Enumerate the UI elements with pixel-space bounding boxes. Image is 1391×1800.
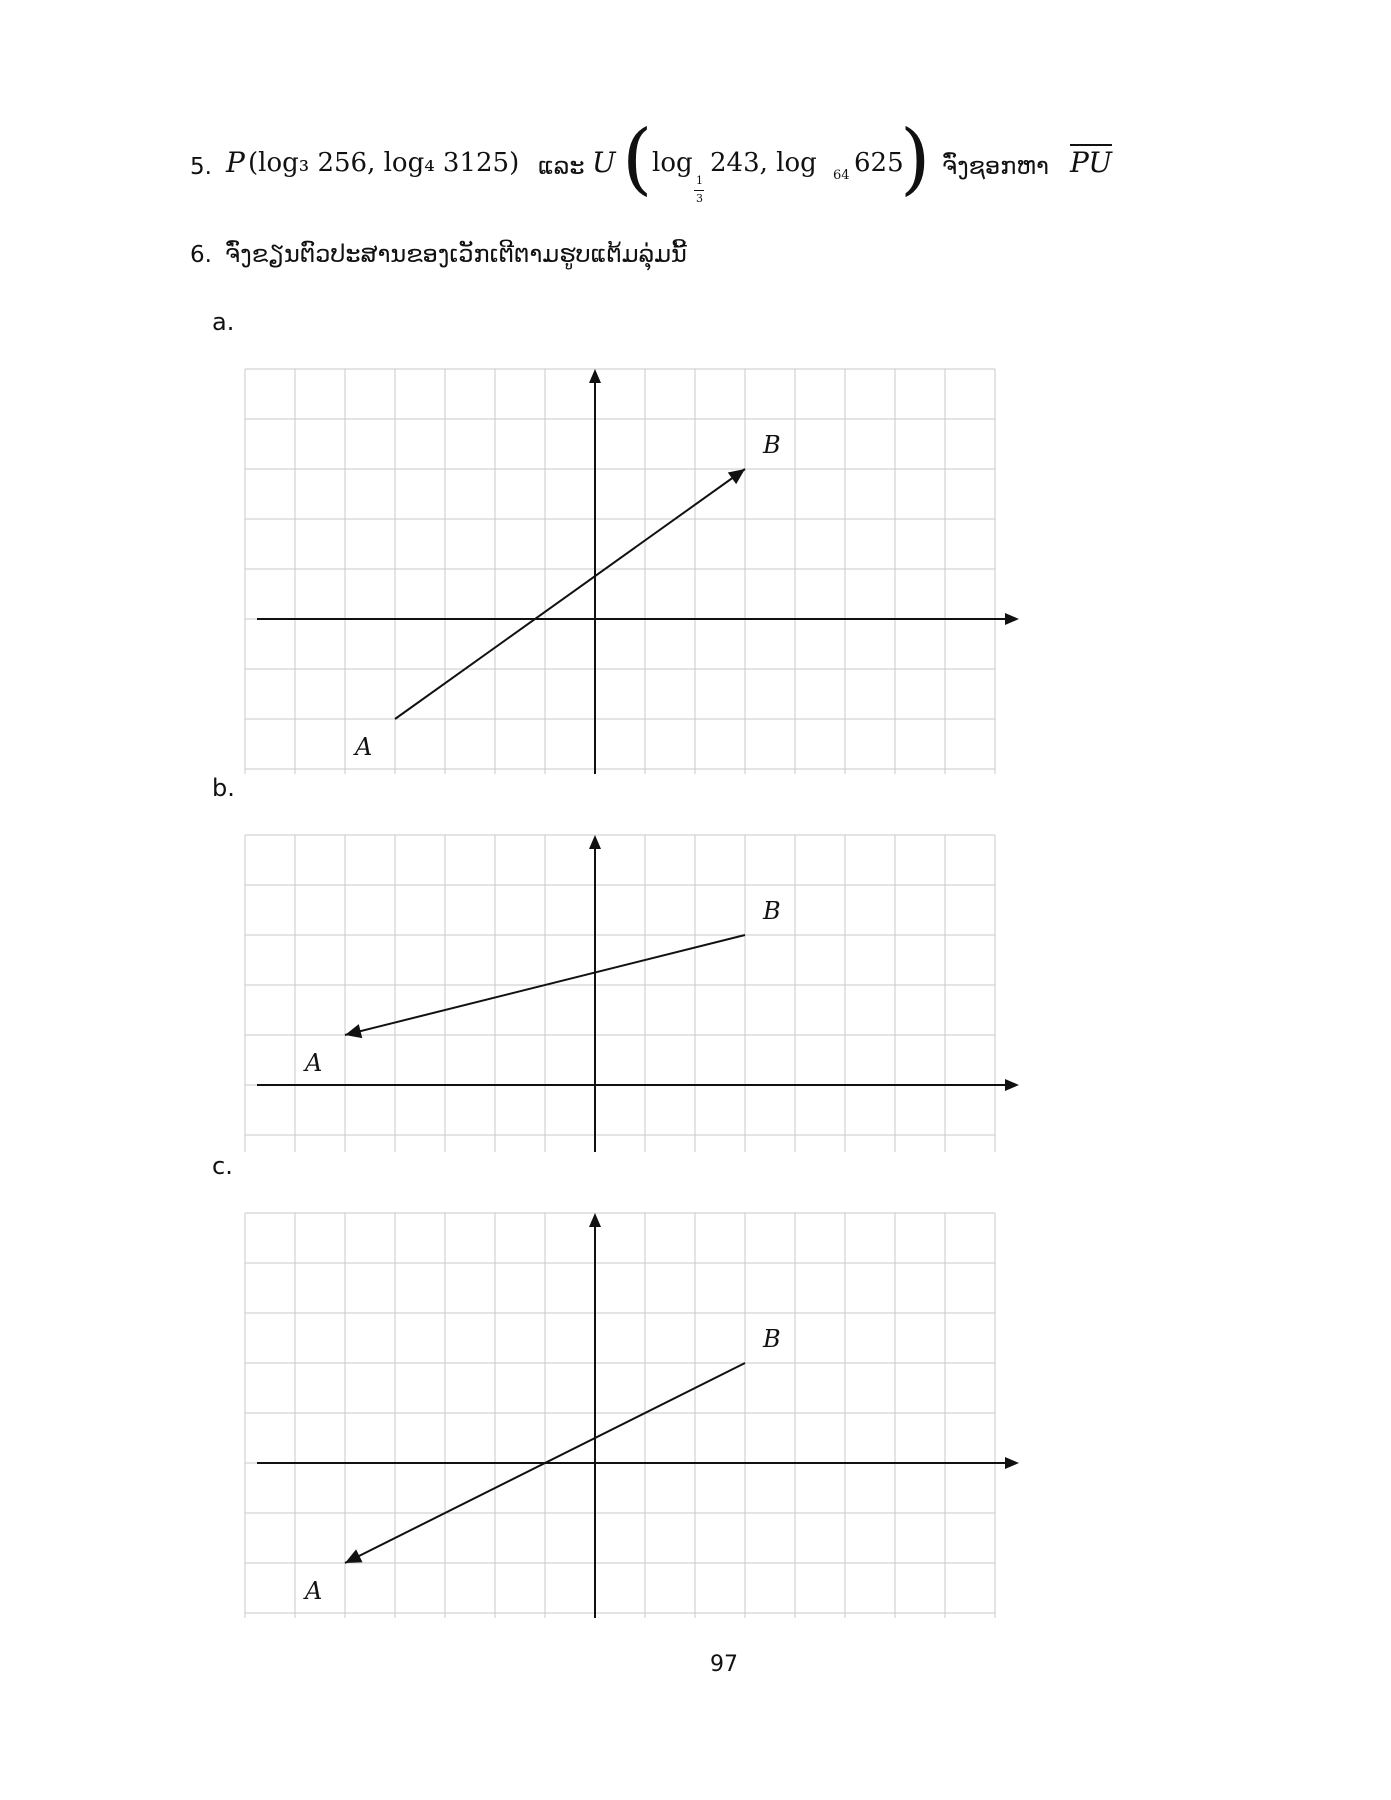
right-big-paren: ) xyxy=(900,114,931,204)
u-last-arg: 625 xyxy=(854,148,904,178)
figure-a-x-axis-arrow xyxy=(1005,613,1019,625)
find-instruction: ຈົ່ງຊອກຫາ xyxy=(942,152,1049,180)
figure-b-point-b-label: B xyxy=(763,897,781,925)
figure-c-point-b-label: B xyxy=(763,1325,781,1353)
figure-c xyxy=(240,1208,1020,1618)
part-b-label: b. xyxy=(212,774,235,802)
figure-a-point-b-label: B xyxy=(763,431,781,459)
figure-a-vector-arrowhead xyxy=(728,469,745,484)
figure-b-x-axis-arrow xyxy=(1005,1079,1019,1091)
u-args-rest: 243, log xyxy=(710,148,817,178)
figure-a xyxy=(240,364,1020,774)
point-u-label: U xyxy=(592,146,616,179)
point-p-coordinates: (log₃ 256, log₄ 3125) xyxy=(248,148,520,178)
u-base-64: 64 xyxy=(833,168,850,183)
part-a-label: a. xyxy=(212,308,235,336)
figure-b-y-axis-arrow xyxy=(589,835,601,849)
figure-a-vector-ab xyxy=(395,469,745,719)
u-base-fraction-bar xyxy=(694,190,704,191)
figure-b-grid xyxy=(245,835,995,1152)
figure-a-grid xyxy=(245,369,995,774)
figure-c-x-axis-arrow xyxy=(1005,1457,1019,1469)
and-word: ແລະ xyxy=(538,152,585,180)
u-base-numerator: 1 xyxy=(696,174,703,187)
figure-b-point-a-label: A xyxy=(305,1049,323,1077)
question-6-instruction: ຈົ່ງຂຽນຕົວປະສານຂອງເວັກເຕີຕາມຮູບແຕ້ມລຸ່ມນີ້ xyxy=(225,240,687,268)
figure-b-vector-arrowhead xyxy=(345,1024,362,1038)
question-5-number: 5. xyxy=(190,154,212,180)
figure-a-point-a-label: A xyxy=(355,733,373,761)
figure-a-y-axis-arrow xyxy=(589,369,601,383)
figure-b xyxy=(240,830,1020,1152)
vector-pu: $\overline{PU}$ xyxy=(1070,146,1112,179)
u-log-word: log xyxy=(652,148,693,178)
page-number: 97 xyxy=(710,1652,738,1677)
figure-c-y-axis-arrow xyxy=(589,1213,601,1227)
left-big-paren: ( xyxy=(622,114,653,204)
part-c-label: c. xyxy=(212,1152,233,1180)
question-6-number: 6. xyxy=(190,242,212,268)
figure-c-point-a-label: A xyxy=(305,1577,323,1605)
question-6 xyxy=(190,240,687,268)
point-p-label: P xyxy=(226,146,245,179)
u-base-denominator: 3 xyxy=(696,192,703,205)
